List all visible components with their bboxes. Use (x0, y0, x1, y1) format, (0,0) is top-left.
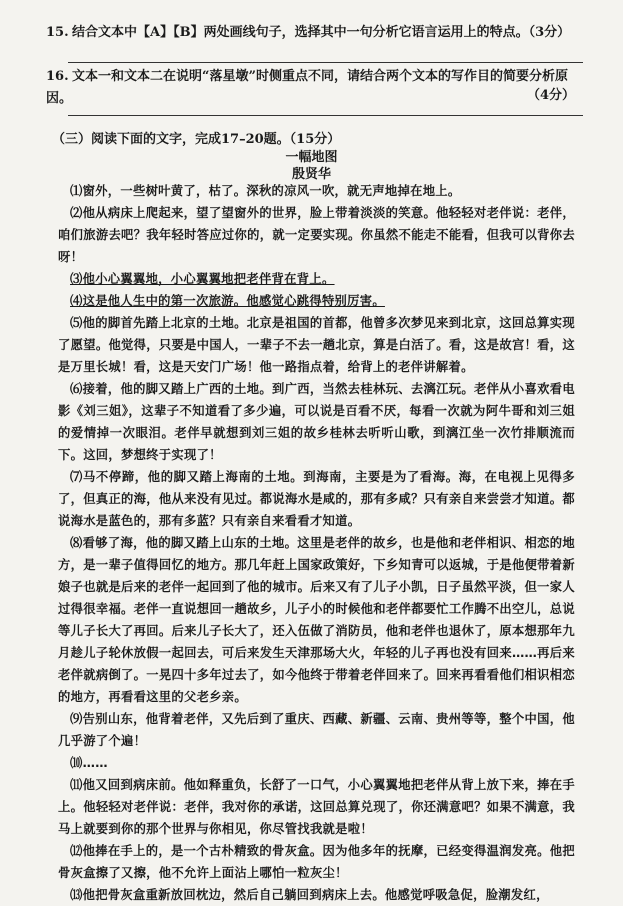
paragraph-5: ⑸他的脚首先踏上北京的土地。北京是祖国的首都，他曾多次梦见来到北京，这回总算实现了愿望。他觉得，只要是中国人，一辈子不去一趟北京，算是白活了。看，这是故宫！看，这是万里长城！看，这是天安门广场！他一路指点着，给背上的老伴讲解着。 (58, 316, 575, 374)
question-text: 文本一和文本二在说明“落星墩”时侧重点不同，请结合两个文本的写作目的简要分析原因。 (46, 69, 568, 106)
article-title: 一幅地图 (285, 150, 338, 165)
paragraph-6: ⑹接着，他的脚又踏上广西的土地。到广西，当然去桂林玩、去漓江玩。老伴从小喜欢看电影《刘三姐》，这辈子不知道看了多少遍，可以说是百看不厌，每看一次就为阿牛哥和刘三姐的爱情掉一次眼泪。老伴早就想到刘三姐的故乡桂林去听听山歌，到漓江坐一次竹排顺流而下。这回，梦想终于实现了！ (58, 382, 575, 462)
article-author: 殷贤华 (291, 167, 331, 182)
question-number: 16. (46, 69, 69, 84)
question-15 (46, 22, 583, 44)
paragraph-3: ⑶他小心翼翼地，小心翼翼地把老伴背在背上。 (70, 272, 335, 286)
paragraph-11: ⑾他又回到病床前。他如释重负，长舒了一口气，小心翼翼地把老伴从背上放下来，捧在手上。他轻轻对老伴说：老伴，我对你的承诺，这回总算兑现了，你还满意吧？如果不满意，我马上就要到你的那个世界与你相见，你尽管找我就是啦！ (58, 778, 575, 836)
question-16 (46, 66, 583, 110)
answer-line (68, 115, 583, 116)
paragraph-1: ⑴窗外，一些树叶黄了，枯了。深秋的凉风一吹，就无声地掉在地上。 (70, 184, 461, 198)
paragraph-4: ⑷这是他人生中的第一次旅游。他感觉心跳得特别厉害。 (70, 294, 385, 308)
answer-line (68, 62, 583, 63)
paragraph-9: ⑼告别山东，他背着老伴，又先后到了重庆、西藏、新疆、云南、贵州等等，整个中国，他几乎游了个遍！ (58, 712, 575, 748)
question-number: 15. (46, 25, 69, 40)
article-body (58, 180, 575, 906)
paragraph-2: ⑵他从病床上爬起来，望了望窗外的世界，脸上带着淡淡的笑意。他轻轻对老伴说：老伴，咱们旅游去吧？我年轻时答应过你的，就一定要实现。你虽然不能走不能看，但我可以背你去呀！ (58, 206, 575, 264)
paragraph-13: ⒀他把骨灰盒重新放回枕边，然后自己躺回到病床上去。他感觉呼吸急促，脸潮发红， (70, 888, 549, 902)
paragraph-10: ⑽…… (70, 756, 108, 770)
paragraph-8: ⑻看够了海，他的脚又踏上山东的土地。这里是老伴的故乡，也是他和老伴相识、相恋的地方，是一辈子值得回忆的地方。那几年赶上国家政策好，下乡知青可以返城，于是他便带着新娘子也就是后来的老伴一起回到了他的城市。后来又有了儿子小凯，日子虽然平淡，但一家人过得很幸福。老伴一直说想回一趟故乡，儿子小的时候他和老伴都要忙工作腾不出空儿，总说等儿子长大了再回。后来儿子长大了，还入伍做了消防员，他和老伴也退休了，原本想那年九月趁儿子轮休放假一起回去，可后来发生天津那场大火，年轻的儿子再也没有回来……再后来老伴就病倒了。一晃四十多年过去了，如今他终于带着老伴回来了。回来再看看他们相识相恋的地方，再看看这里的父老乡亲。 (58, 536, 575, 704)
section-heading: （三）阅读下面的文字，完成17–20题。（15分） (52, 132, 341, 147)
paragraph-12: ⑿他捧在手上的，是一个古朴精致的骨灰盒。因为他多年的抚摩，已经变得温润发亮。他把骨灰盒擦了又擦，他不允许上面沾上哪怕一粒灰尘！ (58, 844, 575, 880)
paragraph-7: ⑺马不停蹄，他的脚又踏上海南的土地。到海南，主要是为了看海。海，在电视上见得多了，但真正的海，他从来没有见过。都说海水是咸的，那有多咸？只有亲自来尝尝才知道。都说海水是蓝色的，那有多蓝？只有亲自来看看才知道。 (58, 470, 575, 528)
question-points: （4分） (526, 88, 575, 103)
question-text: 结合文本中【A】【B】两处画线句子，选择其中一句分析它语言运用上的特点。（3分） (72, 25, 571, 40)
